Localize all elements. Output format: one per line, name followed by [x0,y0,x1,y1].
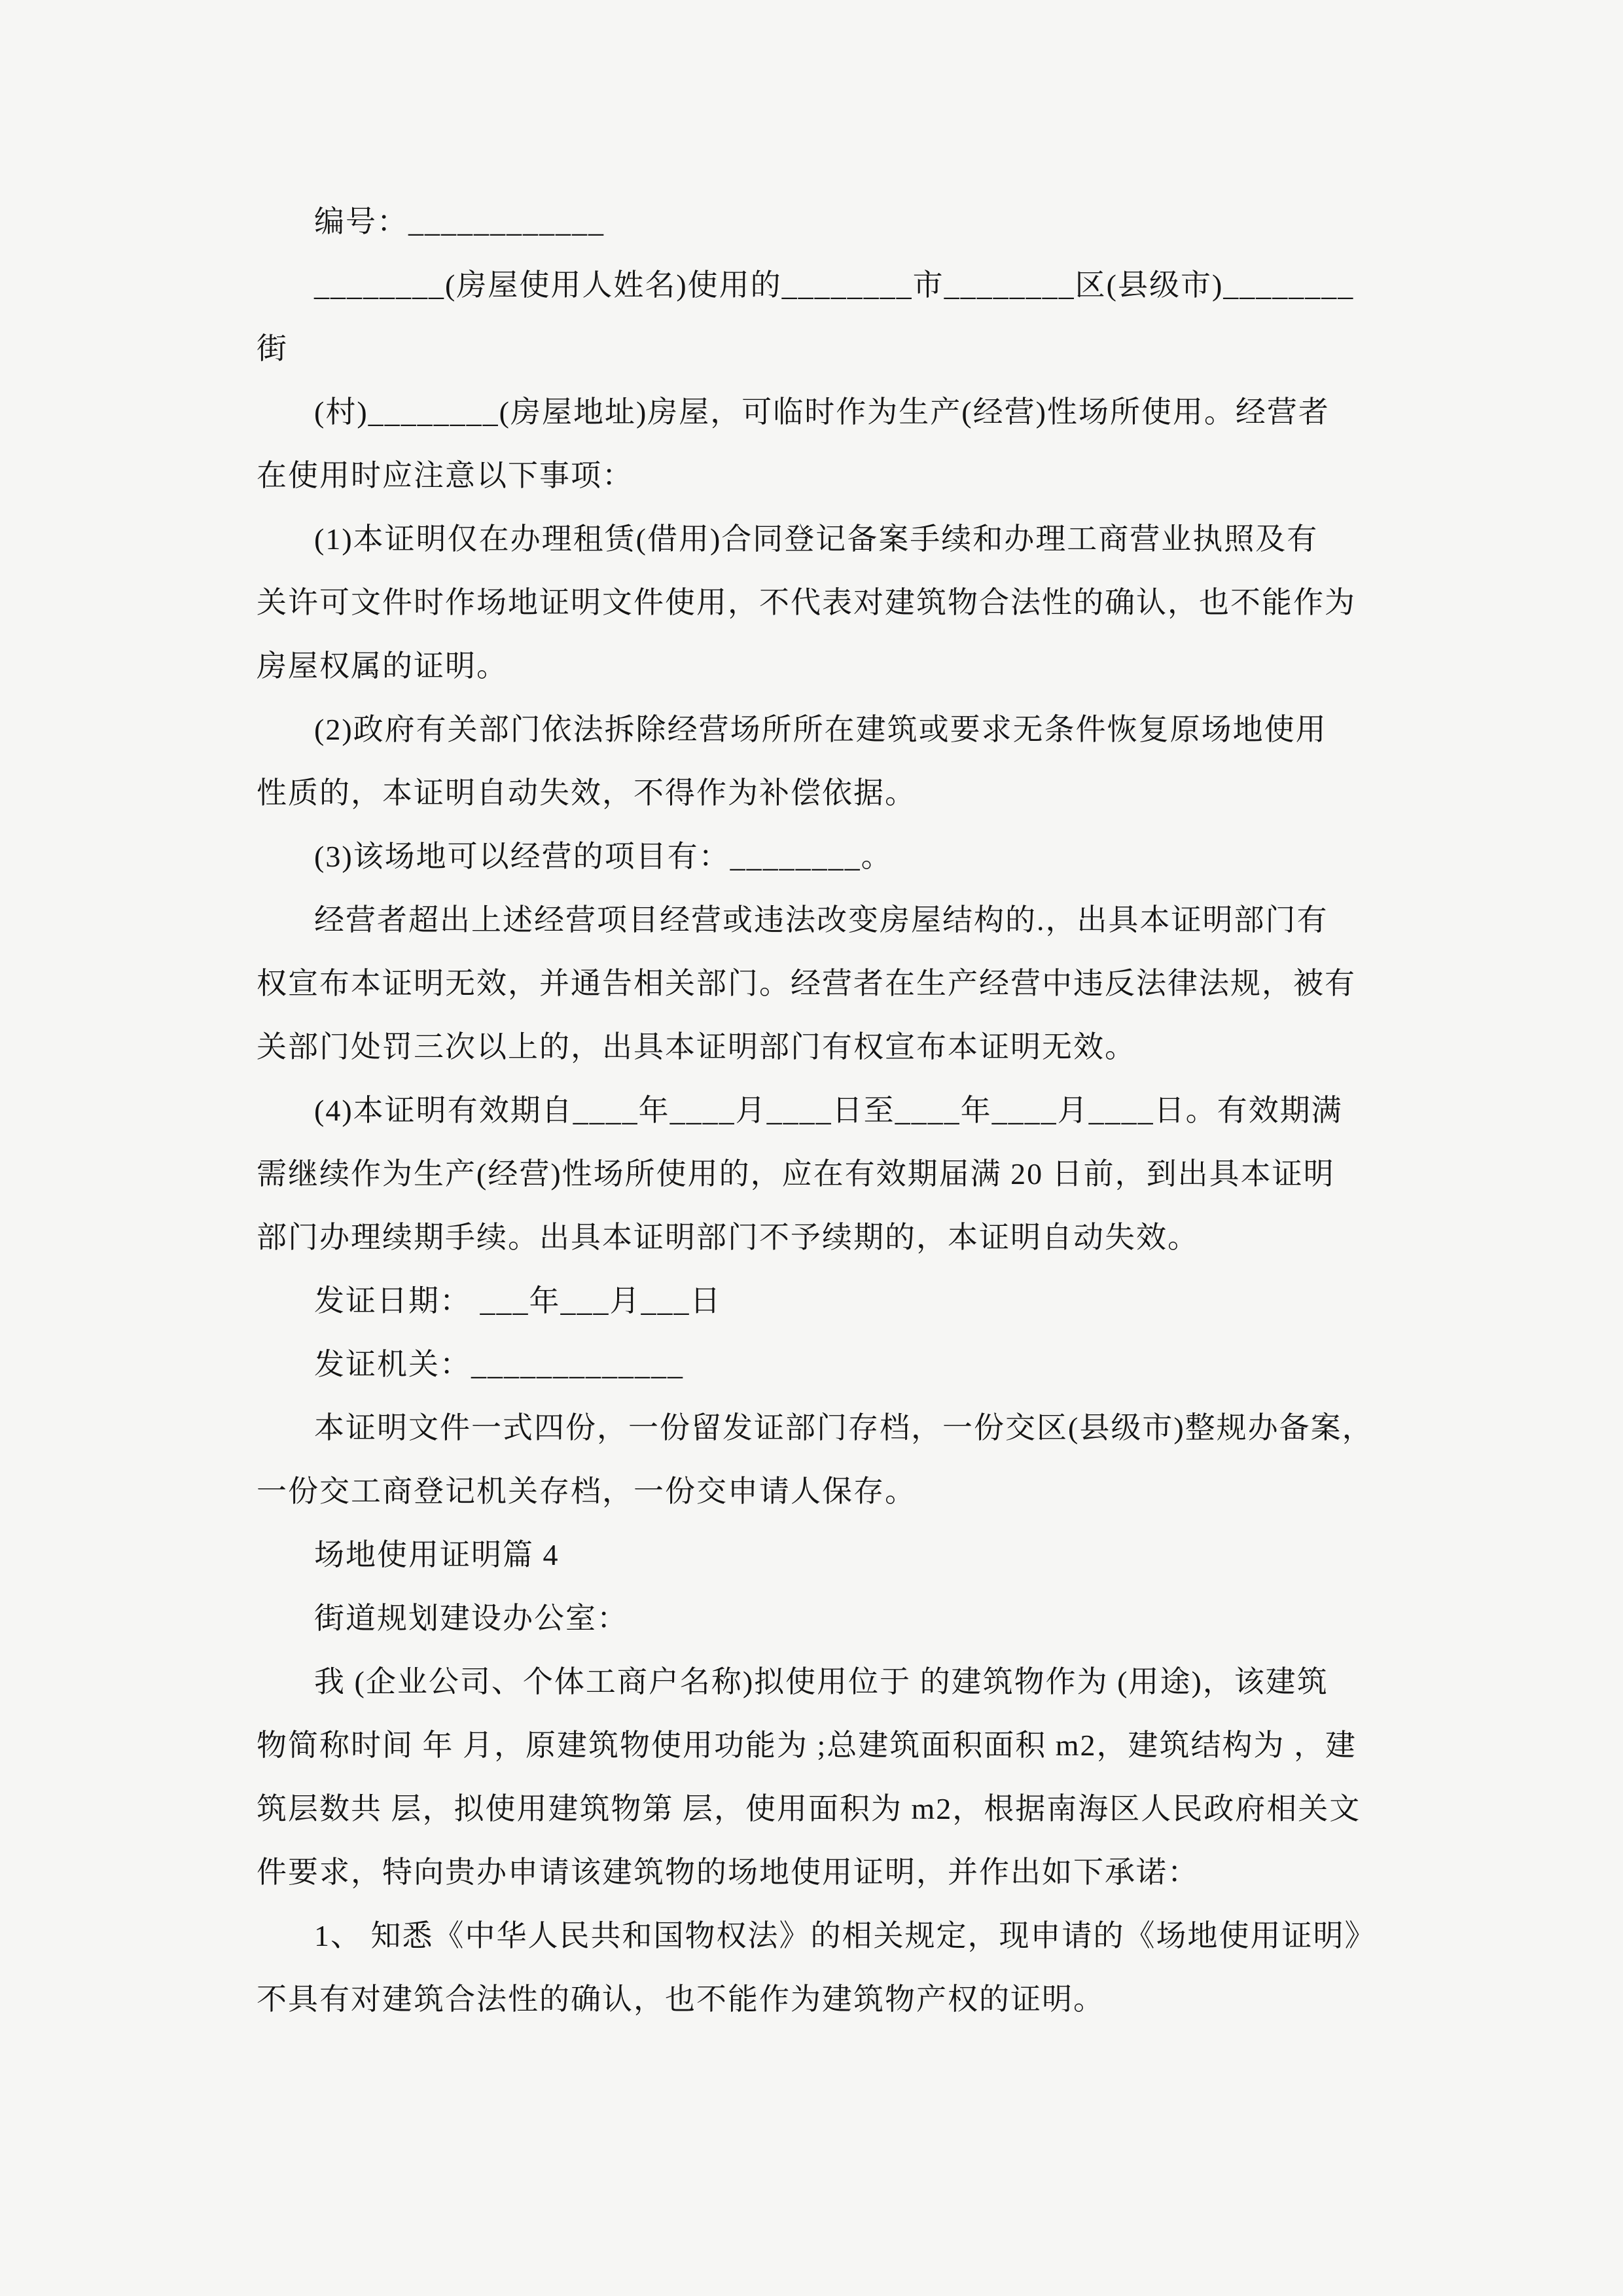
document-line: 发证机关：_____________ [314,1348,684,1381]
document-line: 场地使用证明篇 4 [314,1538,560,1571]
document-line: 街 [257,332,288,365]
document-line: 编号：____________ [314,205,605,238]
document-line: (1)本证明仅在办理租赁(借用)合同登记备案手续和办理工商营业执照及有 [314,522,1319,556]
document-line: 需继续作为生产(经营)性场所使用的，应在有效期届满 20 日前，到出具本证明 [257,1157,1335,1191]
document-line: (2)政府有关部门依法拆除经营场所所在建筑或要求无条件恢复原场地使用 [314,713,1327,746]
document-line: 发证日期： ___年___月___日 [314,1284,722,1318]
document-line: 筑层数共 层，拟使用建筑物第 层，使用面积为 m2，根据南海区人民政府相关文 [257,1792,1361,1825]
document-line: 权宣布本证明无效，并通告相关部门。经营者在生产经营中违反法律法规，被有 [257,967,1356,1000]
document-body [257,190,1407,2031]
document-line: (3)该场地可以经营的项目有：________。 [314,840,893,873]
document-line: 部门办理续期手续。出具本证明部门不予续期的，本证明自动失效。 [257,1221,1199,1254]
document-line: (4)本证明有效期自____年____月____日至____年____月____日。有效期满 [314,1094,1343,1127]
document-line: 经营者超出上述经营项目经营或违法改变房屋结构的.，出具本证明部门有 [314,903,1329,937]
document-line: 关部门处罚三次以上的，出具本证明部门有权宣布本证明无效。 [257,1030,1136,1064]
document-line: 在使用时应注意以下事项： [257,459,633,492]
document-line: 1、 知悉《中华人民共和国物权法》的相关规定，现申请的《场地使用证明》 [314,1919,1376,1952]
document-line: 一份交工商登记机关存档，一份交申请人保存。 [257,1475,916,1508]
document-line: (村)________(房屋地址)房屋，可临时作为生产(经营)性场所使用。经营者 [314,395,1330,429]
document-line: 街道规划建设办公室： [314,1602,628,1635]
document-line: 件要求，特向贵办申请该建筑物的场地使用证明，并作出如下承诺： [257,1856,1199,1889]
document-line: 关许可文件时作场地证明文件使用，不代表对建筑物合法性的确认，也不能作为 [257,586,1356,619]
document-line: 不具有对建筑合法性的确认，也不能作为建筑物产权的证明。 [257,1982,1105,2016]
document-line: 房屋权属的证明。 [257,649,508,683]
document-line: 我 (企业公司、个体工商户名称)拟使用位于 的建筑物作为 (用途)，该建筑 [314,1665,1329,1698]
document-line: 本证明文件一式四份，一份留发证部门存档，一份交区(县级市)整规办备案， [314,1411,1374,1444]
document-line: 物简称时间 年 月，原建筑物使用功能为 ;总建筑面积面积 m2，建筑结构为 ，建 [257,1729,1357,1762]
document-line: 性质的，本证明自动失效，不得作为补偿依据。 [257,776,916,810]
document-line: ________(房屋使用人姓名)使用的________市________区(县级市)________ [314,268,1355,302]
